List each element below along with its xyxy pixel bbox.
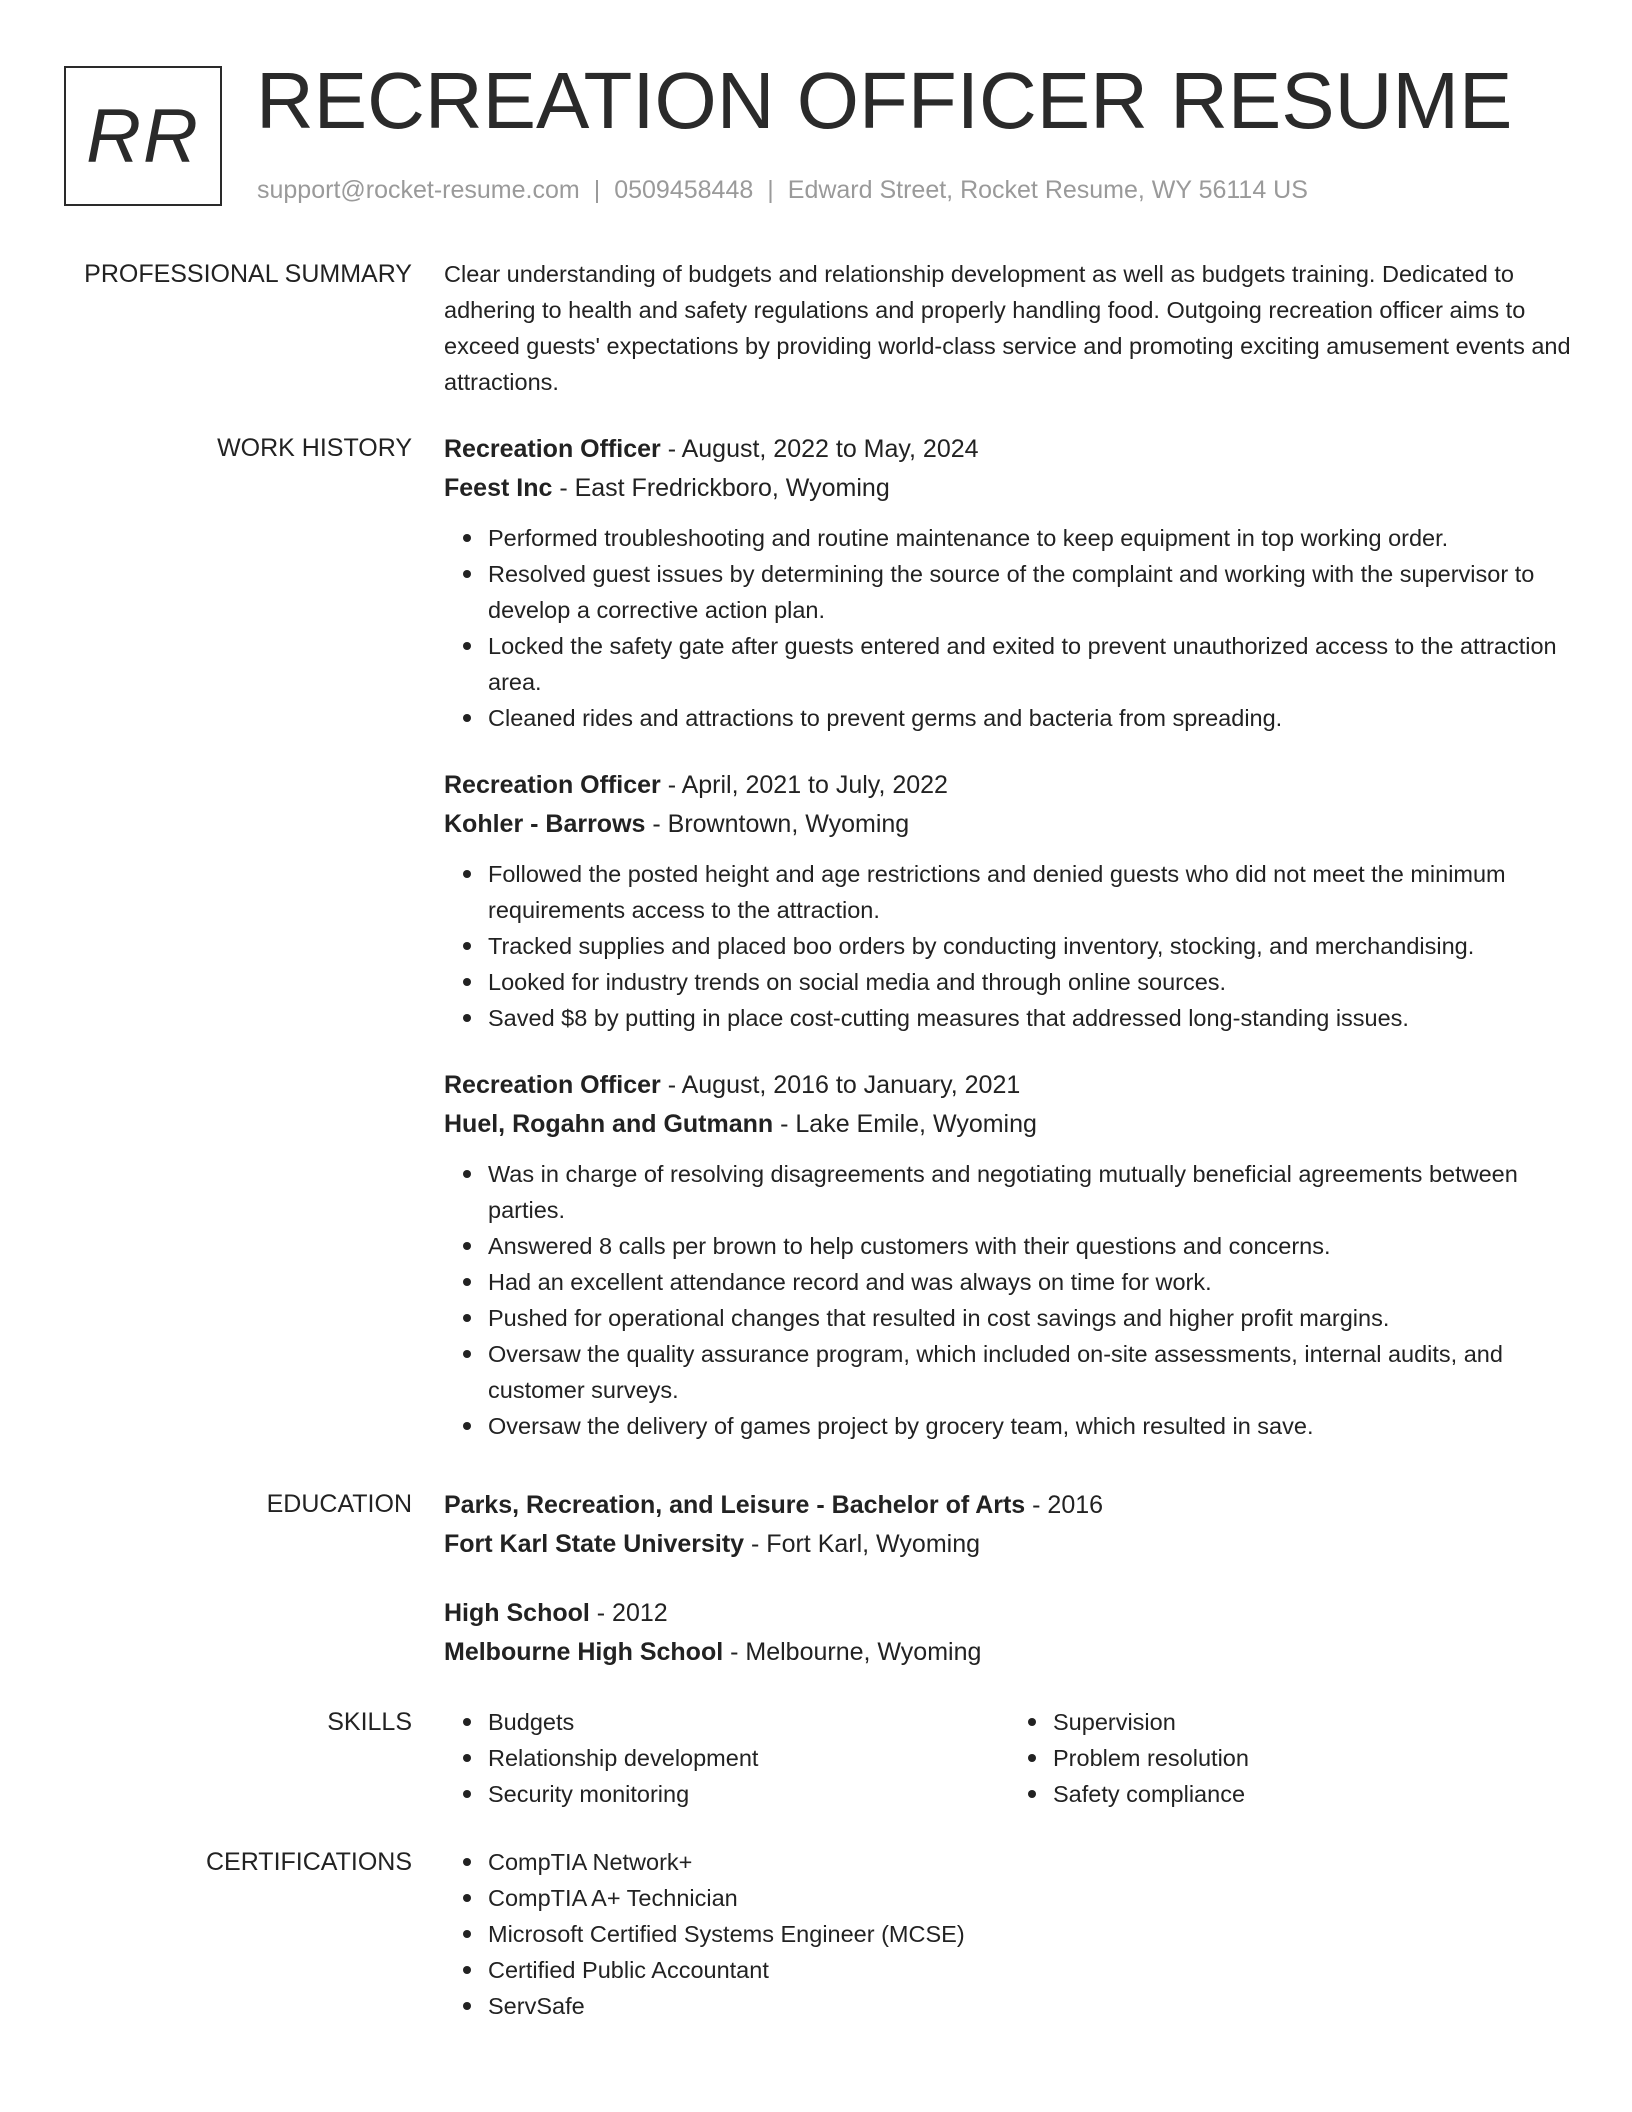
- degree: Parks, Recreation, and Leisure - Bachelor of Arts: [444, 1491, 1026, 1519]
- school-line: [444, 1633, 1574, 1672]
- school-line: [444, 1525, 1574, 1564]
- job-dates: - April, 2021 to July, 2022: [660, 771, 948, 799]
- certifications-list: [444, 1844, 1574, 2024]
- list-item: Locked the safety gate after guests entered and exited to prevent unauthorized access to the attraction area.: [488, 628, 1574, 700]
- job-company-line: [444, 469, 1574, 508]
- separator: |: [767, 176, 774, 204]
- graduation-year: - 2012: [589, 1599, 668, 1627]
- section-label-education: EDUCATION: [266, 1490, 412, 1518]
- contact-phone: 0509458448: [614, 176, 754, 204]
- skill-item: Relationship development: [488, 1740, 1009, 1776]
- list-item: Answered 8 calls per brown to help customers with their questions and concerns.: [488, 1228, 1574, 1264]
- skills-columns: [444, 1704, 1574, 1812]
- list-item: Looked for industry trends on social media and through online sources.: [488, 964, 1574, 1000]
- list-item: Oversaw the delivery of games project by grocery team, which resulted in save.: [488, 1408, 1574, 1444]
- job-company-line: [444, 1105, 1574, 1144]
- section-label-work: WORK HISTORY: [217, 434, 412, 462]
- skill-item: Security monitoring: [488, 1776, 1009, 1812]
- job-title-line: [444, 766, 1574, 805]
- summary-body: [444, 256, 1574, 400]
- list-item: Performed troubleshooting and routine maintenance to keep equipment in top working order.: [488, 520, 1574, 556]
- job-entry: [444, 766, 1574, 1036]
- job-entry: [444, 430, 1574, 736]
- list-item: Was in charge of resolving disagreements and negotiating mutually beneficial agreements between parties.: [488, 1156, 1574, 1228]
- job-company-line: [444, 805, 1574, 844]
- skill-item: Budgets: [488, 1704, 1009, 1740]
- skill-item: Safety compliance: [1053, 1776, 1574, 1812]
- degree-line: [444, 1594, 1574, 1633]
- section-label-certifications: CERTIFICATIONS: [205, 1848, 412, 1876]
- list-item: Pushed for operational changes that resulted in cost savings and higher profit margins.: [488, 1300, 1574, 1336]
- certification-item: CompTIA Network+: [488, 1844, 1574, 1880]
- list-item: Had an excellent attendance record and was always on time for work.: [488, 1264, 1574, 1300]
- skill-item: Problem resolution: [1053, 1740, 1574, 1776]
- job-bullets: [444, 520, 1574, 736]
- school-location: - Melbourne, Wyoming: [723, 1638, 982, 1666]
- list-item: Cleaned rides and attractions to prevent germs and bacteria from spreading.: [488, 700, 1574, 736]
- list-item: Tracked supplies and placed boo orders by conducting inventory, stocking, and merchandising.: [488, 928, 1574, 964]
- job-title-line: [444, 1066, 1574, 1105]
- section-label-summary: PROFESSIONAL SUMMARY: [84, 260, 412, 288]
- contact-email: support@rocket-resume.com: [257, 176, 580, 204]
- education-entry: [444, 1486, 1574, 1564]
- list-item: Oversaw the quality assurance program, which included on-site assessments, internal audits, and customer surveys.: [488, 1336, 1574, 1408]
- education-body: [444, 1486, 1574, 1702]
- skill-item: Supervision: [1053, 1704, 1574, 1740]
- job-location: - Lake Emile, Wyoming: [773, 1110, 1037, 1138]
- job-dates: - August, 2022 to May, 2024: [660, 435, 979, 463]
- job-dates: - August, 2016 to January, 2021: [660, 1071, 1021, 1099]
- contact-address: Edward Street, Rocket Resume, WY 56114 US: [787, 176, 1308, 204]
- skills-list-left: [444, 1704, 1009, 1812]
- skills-list-right: [1009, 1704, 1574, 1812]
- summary-text: Clear understanding of budgets and relationship development as well as budgets training. Dedicated to adhering to health and safety regulations and properly handling food. Outgoing recreation officer aims to exceed guests' expectations by providing world-class service and promoting exciting amusement events and attractions.: [444, 261, 1571, 395]
- job-company: Kohler - Barrows: [444, 810, 646, 838]
- school-name: Melbourne High School: [444, 1638, 724, 1666]
- degree-line: [444, 1486, 1574, 1525]
- separator: |: [593, 176, 601, 204]
- job-title: Recreation Officer: [444, 771, 661, 799]
- skills-body: [444, 1704, 1574, 1812]
- certification-item: Certified Public Accountant: [488, 1952, 1574, 1988]
- certifications-body: [444, 1844, 1574, 2024]
- job-title: Recreation Officer: [444, 1071, 661, 1099]
- job-location: - East Fredrickboro, Wyoming: [552, 474, 890, 502]
- list-item: Followed the posted height and age restrictions and denied guests who did not meet the minimum requirements access to the attraction.: [488, 856, 1574, 928]
- resume-title: RECREATION OFFICER RESUME: [256, 56, 1513, 145]
- school-location: - Fort Karl, Wyoming: [744, 1530, 981, 1558]
- job-title: Recreation Officer: [444, 435, 661, 463]
- job-title-line: [444, 430, 1574, 469]
- certification-item: Microsoft Certified Systems Engineer (MCSE): [488, 1916, 1574, 1952]
- job-company: Huel, Rogahn and Gutmann: [444, 1110, 774, 1138]
- certification-item: CompTIA A+ Technician: [488, 1880, 1574, 1916]
- work-history-body: [444, 430, 1574, 1474]
- job-bullets: [444, 1156, 1574, 1444]
- monogram-logo: [64, 66, 222, 206]
- job-entry: [444, 1066, 1574, 1444]
- school-name: Fort Karl State University: [444, 1530, 745, 1558]
- job-bullets: [444, 856, 1574, 1036]
- education-entry: [444, 1594, 1574, 1672]
- list-item: Saved $8 by putting in place cost-cutting measures that addressed long-standing issues.: [488, 1000, 1574, 1036]
- list-item: Resolved guest issues by determining the source of the complaint and working with the supervisor to develop a corrective action plan.: [488, 556, 1574, 628]
- contact-line: [257, 174, 1308, 206]
- section-label-skills: SKILLS: [327, 1708, 412, 1736]
- degree: High School: [444, 1599, 590, 1627]
- monogram-text: RR: [86, 93, 200, 179]
- job-company: Feest Inc: [444, 474, 553, 502]
- graduation-year: - 2016: [1025, 1491, 1104, 1519]
- job-location: - Browntown, Wyoming: [645, 810, 910, 838]
- certification-item: ServSafe: [488, 1988, 1574, 2024]
